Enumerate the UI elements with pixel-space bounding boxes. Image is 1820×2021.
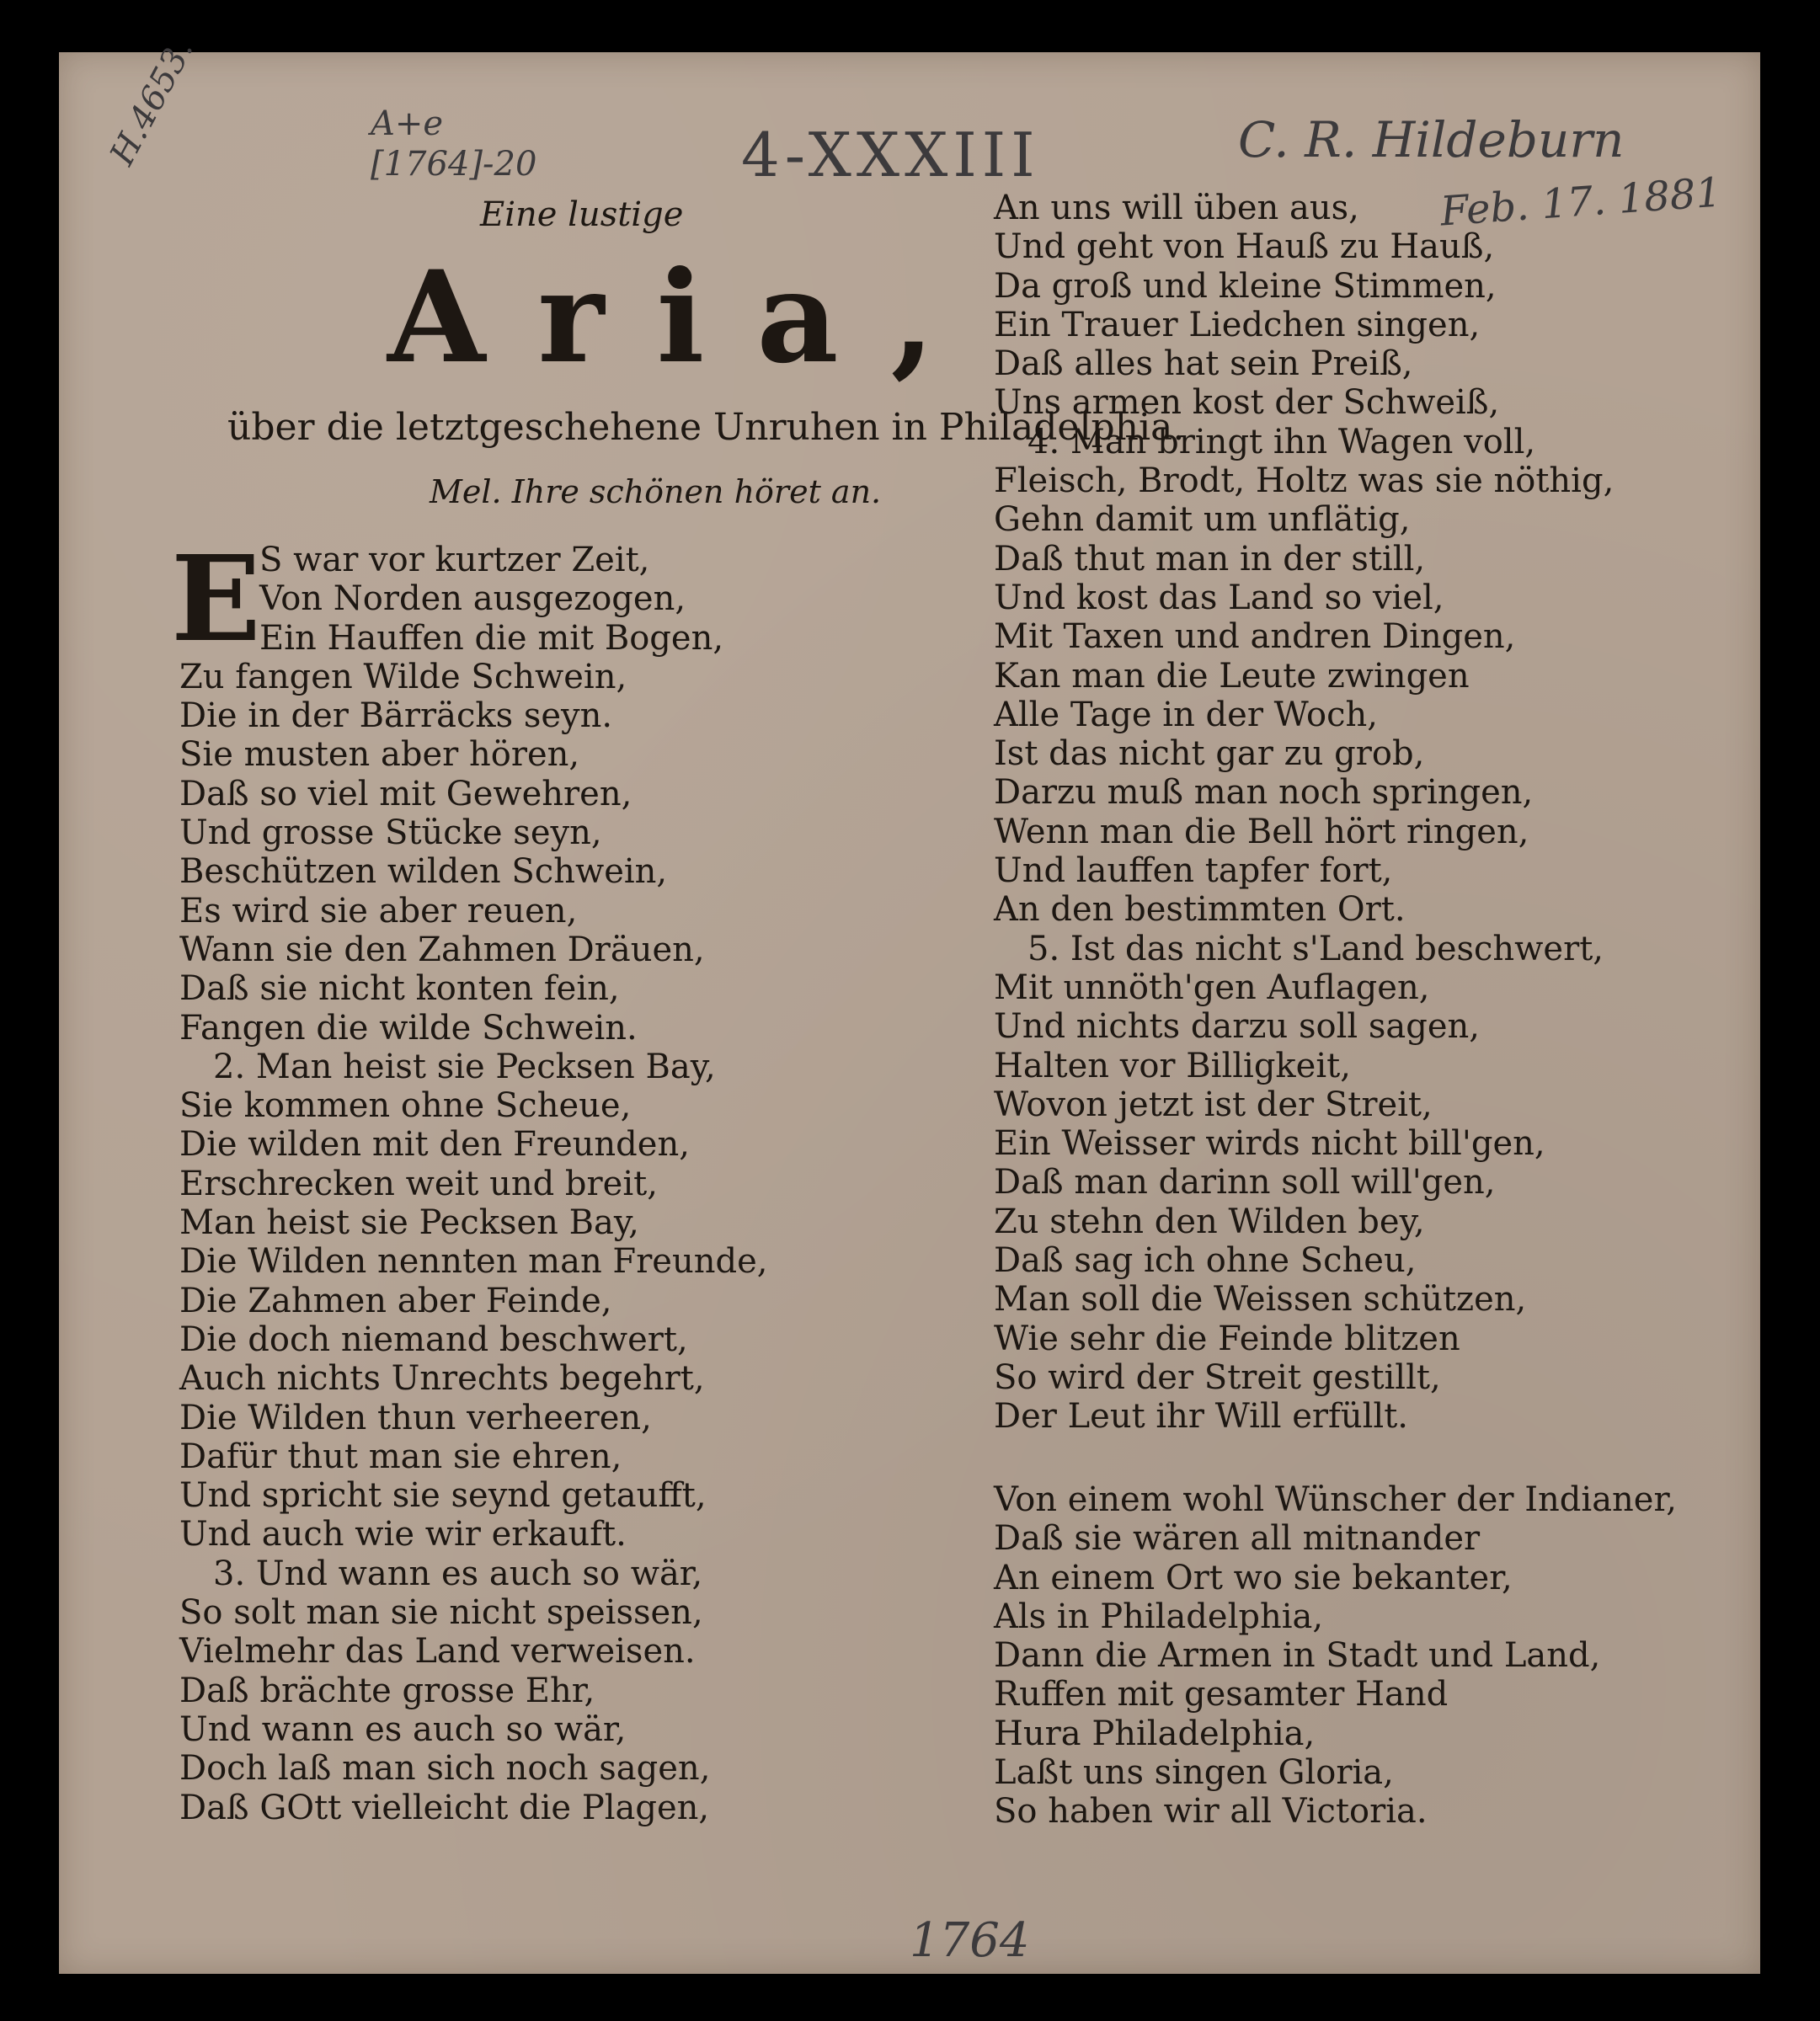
stanza-start-line: 3. Und wann es auch so wär, [213,1554,703,1593]
verse-line: Man heist sie Pecksen Bay, [179,1203,639,1243]
verse-line: Uns armen kost der Schweiß, [994,383,1500,423]
verse-line: Beschützen wilden Schwein, [179,852,668,892]
verse-line: Dafür thut man sie ehren, [179,1437,622,1476]
drop-cap: E [171,531,261,669]
verse-line: Und grosse Stücke seyn, [179,813,602,853]
verse-line: Sie kommen ohne Scheue, [179,1086,632,1126]
postscript-line: So haben wir all Victoria. [994,1792,1428,1832]
verse-line: Halten vor Billigkeit, [994,1046,1351,1085]
verse-line: Wie sehr die Feinde blitzen [994,1319,1460,1358]
verse-line: Daß GOtt vielleicht die Plagen, [179,1788,710,1827]
verse-line: Kan man die Leute zwingen [994,656,1470,696]
melody-note: Mel. Ihre schönen höret an. [430,473,882,510]
verse-line: Daß alles hat sein Preiß, [994,344,1413,384]
verse-line: Daß thut man in der still, [994,539,1426,579]
verse-line: So solt man sie nicht speissen, [179,1593,703,1633]
postscript-line: Dann die Armen in Stadt und Land, [994,1636,1601,1676]
verse-line: Von Norden ausgezogen, [259,579,686,619]
postscript-verse [994,1480,1677,1832]
postscript-line: Ruffen mit gesamter Hand [994,1675,1449,1714]
verse-line: Die Wilden thun verheeren, [179,1398,652,1437]
verse-line: So wird der Streit gestillt, [994,1357,1441,1397]
verse-line: Und spricht sie seynd getaufft, [179,1476,707,1516]
verse-line: Ein Trauer Liedchen singen, [994,305,1481,344]
donor-name-annotation: C. R. Hildeburn [1238,111,1625,168]
verse-line: Doch laß man sich noch sagen, [179,1749,711,1789]
postscript-line: Daß sie wären all mitnander [994,1519,1481,1559]
stanza-start-line: 2. Man heist sie Pecksen Bay, [213,1047,716,1086]
postscript-line: Von einem wohl Wünscher der Indianer, [994,1480,1677,1519]
donor-date-annotation: Feb. 17. 1881 [1438,168,1723,236]
verse-line: Ein Weisser wirds nicht bill'gen, [994,1124,1545,1164]
verse-line: Es wird sie aber reuen, [179,891,578,931]
shelf-mark-top-annotation: A+e [371,104,444,143]
year-annotation: 1764 [910,1913,1030,1968]
verse-line: Zu stehn den Wilden bey, [994,1202,1425,1241]
left-verse-column [171,531,768,1827]
verse-line: S war vor kurtzer Zeit, [259,541,650,579]
postscript-line: An einem Ort wo sie bekanter, [994,1558,1513,1597]
verse-line: Die Wilden nennten man Freunde, [179,1242,768,1282]
verse-line: Darzu muß man noch springen, [994,773,1534,813]
right-verse-column [994,189,1614,1437]
stanza-start-line: 5. Ist das nicht s'Land beschwert, [1027,929,1604,968]
postscript-line: Als in Philadelphia, [994,1597,1324,1636]
broadside-sheet [59,32,1760,1974]
verse-line: Daß man darinn soll will'gen, [994,1163,1496,1202]
verse-line: Daß so viel mit Gewehren, [179,774,632,813]
verse-line: Ein Hauffen die mit Bogen, [259,618,724,658]
verse-line: Fleisch, Brodt, Holtz was sie nöthig, [994,461,1615,501]
verse-line: Und nichts darzu soll sagen, [994,1007,1480,1047]
verse-line: Sie musten aber hören, [179,735,580,775]
verse-line: An den bestimmten Ort. [994,890,1406,930]
verse-line: Der Leut ihr Will erfüllt. [994,1397,1408,1437]
verse-line: Die wilden mit den Freunden, [179,1125,690,1165]
verse-line: Zu fangen Wilde Schwein, [179,657,627,696]
verse-line: Wovon jetzt ist der Streit, [994,1085,1433,1124]
verse-line: Alle Tage in der Woch, [994,695,1379,734]
verse-line: Die doch niemand beschwert, [179,1320,688,1359]
postscript-line: Laßt uns singen Gloria, [994,1753,1394,1793]
verse-line: Die in der Bärräcks seyn. [179,696,613,736]
catalog-number-annotation: 4-XXXIII [741,120,1040,190]
pre-title: Eine lustige [480,195,684,234]
call-number-annotation: H.4653. [103,32,201,172]
verse-line: Man soll die Weissen schützen, [994,1280,1527,1320]
verse-line: Auch nichts Unrechts begehrt, [179,1359,705,1399]
verse-line: Gehn damit um unflätig, [994,500,1411,540]
verse-line: Daß sie nicht konten fein, [179,969,620,1009]
page-title: Aria, [387,243,987,392]
subtitle: über die letztgeschehene Unruhen in Philadelphia. [227,406,1185,449]
postscript-line: Hura Philadelphia, [994,1714,1316,1753]
verse-line: Wenn man die Bell hört ringen, [994,812,1529,851]
verse-line: Da groß und kleine Stimmen, [994,266,1497,306]
verse-line: Mit unnöth'gen Auflagen, [994,968,1430,1007]
verse-line: Mit Taxen und andren Dingen, [994,617,1516,657]
verse-line: Erschrecken weit und breit, [179,1164,658,1203]
verse-line: Und auch wie wir erkauft. [179,1515,627,1554]
verse-line: Und geht von Hauß zu Hauß, [994,227,1495,267]
stanza-start-line: 4. Man bringt ihn Wagen voll, [1027,422,1536,461]
verse-line: Fangen die wilde Schwein. [179,1008,638,1048]
verse-line: Ist das nicht gar zu grob, [994,734,1425,774]
verse-line: Wann sie den Zahmen Dräuen, [179,930,705,969]
shelf-mark-bottom-annotation: [1764]-20 [371,145,537,184]
verse-line: Und wann es auch so wär, [179,1709,627,1749]
verse-line: An uns will üben aus, [994,189,1359,227]
verse-line: Daß brächte grosse Ehr, [179,1671,595,1710]
verse-line: Und kost das Land so viel, [994,578,1444,617]
verse-line: Die Zahmen aber Feinde, [179,1281,612,1320]
verse-line: Vielmehr das Land verweisen. [179,1632,696,1672]
verse-line: Daß sag ich ohne Scheu, [994,1241,1417,1281]
verse-line: Und lauffen tapfer fort, [994,851,1393,891]
